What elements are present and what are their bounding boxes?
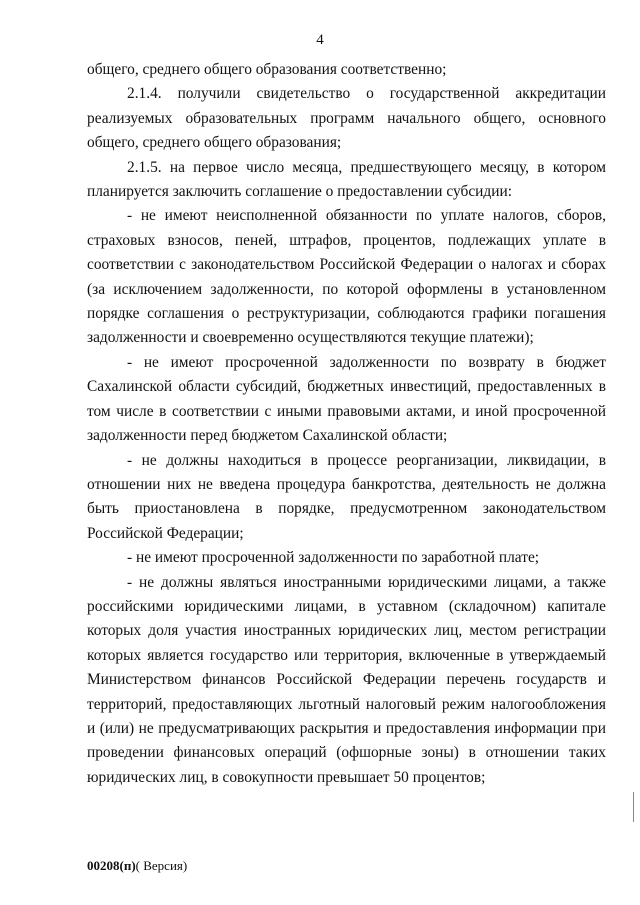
paragraph-taxes: - не имеют неисполненной обязанности по уплате налогов, сборов, страховых взносов, пеней, штрафов, процентов, подлежащих уплате в соответствии с законодательством Российской Федерации о налогах и сборах (за исключением задолженности, по которой оформлены в установленном порядке соглашения о реструктуризации, соблюдаются графики погашения задолженности и своевременно осуществляются текущие платежи);: [87, 207, 606, 347]
paragraph-1: общего, среднего общего образования соответственно;: [87, 61, 447, 78]
paragraph-overdue-budget: - не имеют просроченной задолженности по возврату в бюджет Сахалинской области субсидий, бюджетных инвестиций, предоставленных в том числе в соответствии с иными правовыми актами, и иной просроченной задолженности перед бюджетом Сахалинской области;: [87, 353, 606, 445]
page-number: 4: [316, 32, 324, 48]
scan-edge-mark: [633, 792, 634, 822]
paragraph-salary: - не имеют просроченной задолженности по заработной плате;: [127, 549, 540, 567]
document-body: [87, 58, 606, 790]
paragraph-foreign-entities: - не должны являться иностранными юридическими лицами, а также российскими юридическими лицами, в уставном (складочном) капитале которых доля участия иностранных юридических лиц, местом регистрации которых является государство или территория, включенные в утверждаемый Министерством финансов Российской Федерации перечень государств и территорий, предоставляющих льготный налоговый режим налогообложения и (или) не предусматривающих раскрытия и предоставления информации при проведении финансовых операций (офшорные зоны) в отношении таких юридических лиц, в совокупности превышает 50 процентов;: [87, 573, 606, 786]
document-footer: [87, 858, 187, 874]
document-code: 00208(п): [87, 858, 136, 873]
paragraph-2-1-4: 2.1.4. получили свидетельство о государственной аккредитации реализуемых образовательных программ начального общего, основного общего, среднего общего образования;: [87, 85, 606, 152]
document-version: ( Версия): [135, 858, 188, 873]
paragraph-2-1-5: 2.1.5. на первое число месяца, предшествующего месяцу, в котором планируется заключить соглашение о предоставлении субсидии:: [87, 158, 606, 201]
paragraph-reorganization: - не должны находиться в процессе реорганизации, ликвидации, в отношении них не введена процедура банкротства, деятельность не должна быть приостановлена в порядке, предусмотренном законодательством Российской Федерации;: [87, 451, 606, 542]
